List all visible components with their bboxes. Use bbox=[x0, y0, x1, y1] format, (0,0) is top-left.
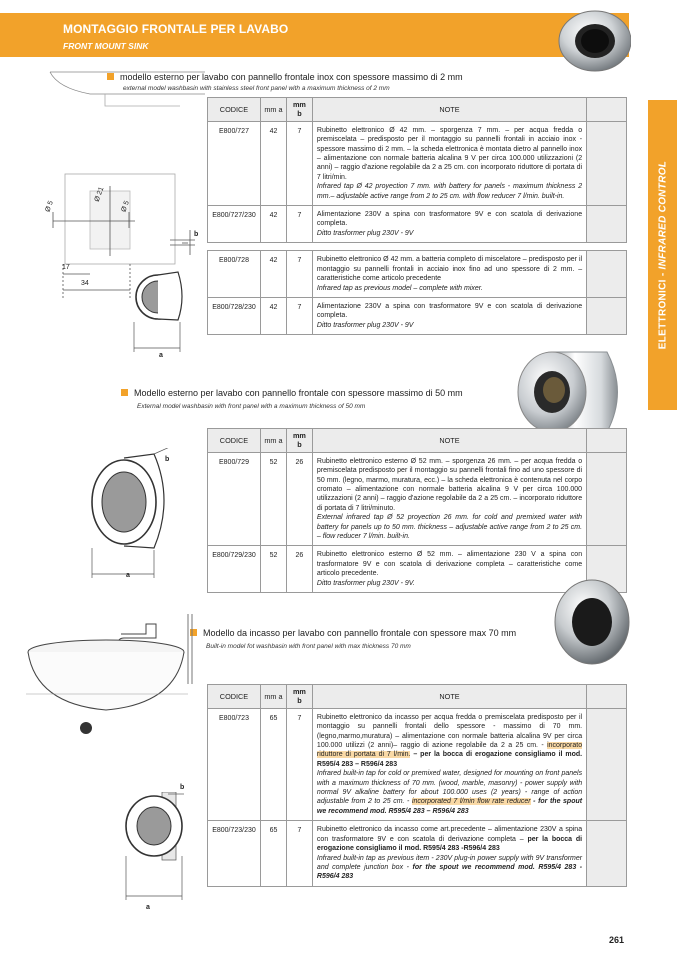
category-side-tab bbox=[648, 100, 677, 410]
col-code: CODICE bbox=[208, 429, 261, 453]
cell-b: 26 bbox=[286, 452, 312, 546]
col-note: NOTE bbox=[312, 98, 586, 122]
cell-note: Alimentazione 230V a spina con trasformatore 9V e con scatola di derivazione completa. Ditto trasformer plug 230V - 9V bbox=[312, 206, 586, 243]
col-a: mm a bbox=[260, 685, 286, 709]
cell-note: Rubinetto elettronico Ø 42 mm. – sporgenza 7 mm. – per acqua fredda o premiscelata – predisposto per il montaggio su pannelli frontali in acciaio inox - spessore massimo di 2 mm. – la scheda elettronica è montata dietro al pannello inox – alimentazione con normale batteria alcalina 9 V per circa 100.000 utilizzazioni (2 anni) – raggio d'azione regolabile da 2 a 25 cm. con incorporato riduttore di portata di 7 litri/min. Infrared tap Ø 42 proyection 7 mm. with battery for panels - maximum thickness 2 mm.– adjustable active range from 2 to 25 cm. with flow reducer 7 l/min. built-in. bbox=[312, 121, 586, 205]
cell-note: Rubinetto elettronico esterno Ø 52 mm. – sporgenza 26 mm. – per acqua fredda o premiscelata predisposto per il montaggio su pannelli frontali fino ad uno spessore di 50 mm. (legno, marmo, muratura, ecc.) – la scheda elettronica è contenuta nel corpo cromato – alimentazione con normale batteria alcalina 9 V per circa 100.000 utilizzazioni (2 anni) – raggio d'azione regolabile da 2 a 25 cm. – incorporato riduttore di portata di 7 litri/minuto. External infrared tap Ø 52 proyection 26 mm. for cold and premixed water with battery for panels up to 50 mm. thickness – adjustable active range from 2 to 25 cm. – flow reducer 7 l/min. built-in. bbox=[312, 452, 586, 546]
cell-b: 26 bbox=[286, 546, 312, 593]
dim-17: 17 bbox=[62, 264, 70, 271]
dim-d5-right: Ø 5 bbox=[120, 199, 131, 214]
cell-note: Alimentazione 230V a spina con trasformatore 9V e con scatola di derivazione completa. Ditto trasformer plug 230V - 9V bbox=[312, 297, 586, 334]
col-code: CODICE bbox=[208, 685, 261, 709]
section-3-heading: Modello da incasso per lavabo con pannello frontale con spessore max 70 mm bbox=[190, 628, 516, 638]
cell-b: 7 bbox=[286, 251, 312, 298]
cell-code: E800/727 bbox=[208, 121, 261, 205]
cell-a: 42 bbox=[260, 297, 286, 334]
col-note: NOTE bbox=[312, 685, 586, 709]
cell-note: Rubinetto elettronico da incasso come art.precedente – alimentazione 230V a spina con trasformatore 9V e con scatola di derivazione completa – per la bocca di erogazione consigliamo il mod. R595/4 283 -R596/4 283 Infrared built-in tap as previous item - 230V plug-in power supply with 9V transformer and complete junction box - for the spout we recommend mod. R595/4 283 - R596/4 283 bbox=[312, 821, 586, 886]
faucet-drawing-2 bbox=[82, 448, 182, 583]
cell-code: E800/729 bbox=[208, 452, 261, 546]
table-row bbox=[208, 452, 627, 546]
cell-b: 7 bbox=[286, 121, 312, 205]
cell-a: 65 bbox=[260, 708, 286, 820]
faucet-drawing-1 bbox=[128, 262, 208, 364]
dim-b-label: b bbox=[165, 456, 170, 463]
cell-note: Rubinetto elettronico esterno Ø 52 mm. – alimentazione 230 V a spina con trasformatore 9V e con scatola di derivazione completa – caratteristiche come articolo precedente. Ditto trasformer plug 230V - 9V. bbox=[312, 546, 586, 593]
table-header bbox=[208, 98, 627, 122]
page-title: MONTAGGIO FRONTALE PER LAVABO bbox=[63, 22, 289, 36]
col-note: NOTE bbox=[312, 429, 586, 453]
dim-34: 34 bbox=[81, 280, 89, 287]
cell-a: 52 bbox=[260, 452, 286, 546]
page-subtitle: FRONT MOUNT SINK bbox=[63, 41, 149, 51]
col-b: mm b bbox=[286, 685, 312, 709]
cell-code: E800/723/230 bbox=[208, 821, 261, 886]
dim-b-label: b bbox=[180, 784, 185, 791]
col-extra bbox=[587, 98, 627, 122]
section-2-heading: Modello esterno per lavabo con pannello frontale con spessore massimo di 50 mm bbox=[121, 388, 463, 398]
dim-a-label: a bbox=[126, 572, 130, 579]
dim-d5-left: Ø 5 bbox=[44, 199, 55, 214]
faucet-photo-42 bbox=[555, 8, 631, 74]
section-2-subheading: External model washbasin with front panel with a maximum thickness of 50 mm bbox=[137, 403, 366, 410]
cell-a: 65 bbox=[260, 821, 286, 886]
cell-b: 7 bbox=[286, 297, 312, 334]
section-1-heading: modello esterno per lavabo con pannello frontale inox con spessore massimo di 2 mm bbox=[107, 72, 463, 82]
col-extra bbox=[587, 429, 627, 453]
cell-b: 7 bbox=[286, 821, 312, 886]
page-number: 261 bbox=[609, 935, 625, 945]
header-band bbox=[0, 13, 629, 57]
col-extra bbox=[587, 685, 627, 709]
section-1-subheading: external model washbasin with stainless steel front panel with a maximum thickness of 2 mm bbox=[123, 85, 390, 92]
cell-a: 42 bbox=[260, 206, 286, 243]
table-row bbox=[208, 708, 627, 820]
cell-code: E800/729/230 bbox=[208, 546, 261, 593]
side-tab-main: ELETTRONICI - bbox=[657, 269, 668, 350]
dim-d21: Ø 21 bbox=[93, 186, 106, 203]
cell-b: 7 bbox=[286, 206, 312, 243]
faucet-photo-52 bbox=[512, 346, 630, 438]
dim-b-label: b bbox=[194, 231, 199, 238]
cell-code: E800/728/230 bbox=[208, 297, 261, 334]
spec-table-3 bbox=[207, 684, 627, 887]
cell-code: E800/727/230 bbox=[208, 206, 261, 243]
spec-table-1 bbox=[207, 97, 627, 335]
cell-code: E800/723 bbox=[208, 708, 261, 820]
table-row bbox=[208, 206, 627, 243]
cell-note: Rubinetto elettronico da incasso per acqua fredda o premiscelata predisposto per il montaggio su pannelli frontali dello spessore - massimo di 70 mm. (legno,marmo,muratura) – alimentazione con normale batteria alcalina 9V per circa 100.000 utilizzi (2 anni)– raggio di azione regolabile da 2 a 25 cm. - incorporato riduttore di portata di 7 l/min. – per la bocca di erogazione consigliamo il mod. R595/4 283 – R596/4 283 Infrared built-in tap for cold or premixed water, designed for mounting on front panels with a maximum thickness of 70 mm. (wood, marble, masonry) - power supply with normal 9V alkaline battery for about 100.000 uses (2 years) - range of action adjustable from 2 to 25 cm. - incorporated 7 l/min flow rate reducer - for the spout we recommend mod. R595/4 283 – R596/4 283 bbox=[312, 708, 586, 820]
cell-b: 7 bbox=[286, 708, 312, 820]
table-row bbox=[208, 251, 627, 298]
table-header bbox=[208, 685, 627, 709]
section-3-subheading: Built-in model fot washbasin with front panel with max thickness 70 mm bbox=[206, 643, 411, 650]
table-header bbox=[208, 429, 627, 453]
spec-table-2 bbox=[207, 428, 627, 593]
cell-a: 42 bbox=[260, 251, 286, 298]
col-a: mm a bbox=[260, 98, 286, 122]
faucet-drawing-3 bbox=[112, 792, 192, 904]
table-row bbox=[208, 821, 627, 886]
col-a: mm a bbox=[260, 429, 286, 453]
cell-note: Rubinetto elettronico Ø 42 mm. a batteria completo di miscelatore – predisposto per il montaggio su pannelli frontali in acciaio inox fino ad uno spessore di 2 mm. – caratteristiche come articolo precedente Infrared tap as previous model – complete with mixer. bbox=[312, 251, 586, 298]
side-tab-italic: INFRARED CONTROL bbox=[657, 160, 668, 270]
basin-drawing bbox=[26, 614, 196, 744]
col-b: mm b bbox=[286, 429, 312, 453]
col-b: mm b bbox=[286, 98, 312, 122]
bullet-square-icon bbox=[121, 389, 128, 396]
dim-a-label: a bbox=[146, 904, 150, 911]
dim-a-label: a bbox=[159, 352, 163, 359]
table-row bbox=[208, 121, 627, 205]
table-row bbox=[208, 297, 627, 334]
cell-a: 42 bbox=[260, 121, 286, 205]
col-code: CODICE bbox=[208, 98, 261, 122]
cell-code: E800/728 bbox=[208, 251, 261, 298]
faucet-photo-65 bbox=[552, 578, 630, 666]
cell-a: 52 bbox=[260, 546, 286, 593]
